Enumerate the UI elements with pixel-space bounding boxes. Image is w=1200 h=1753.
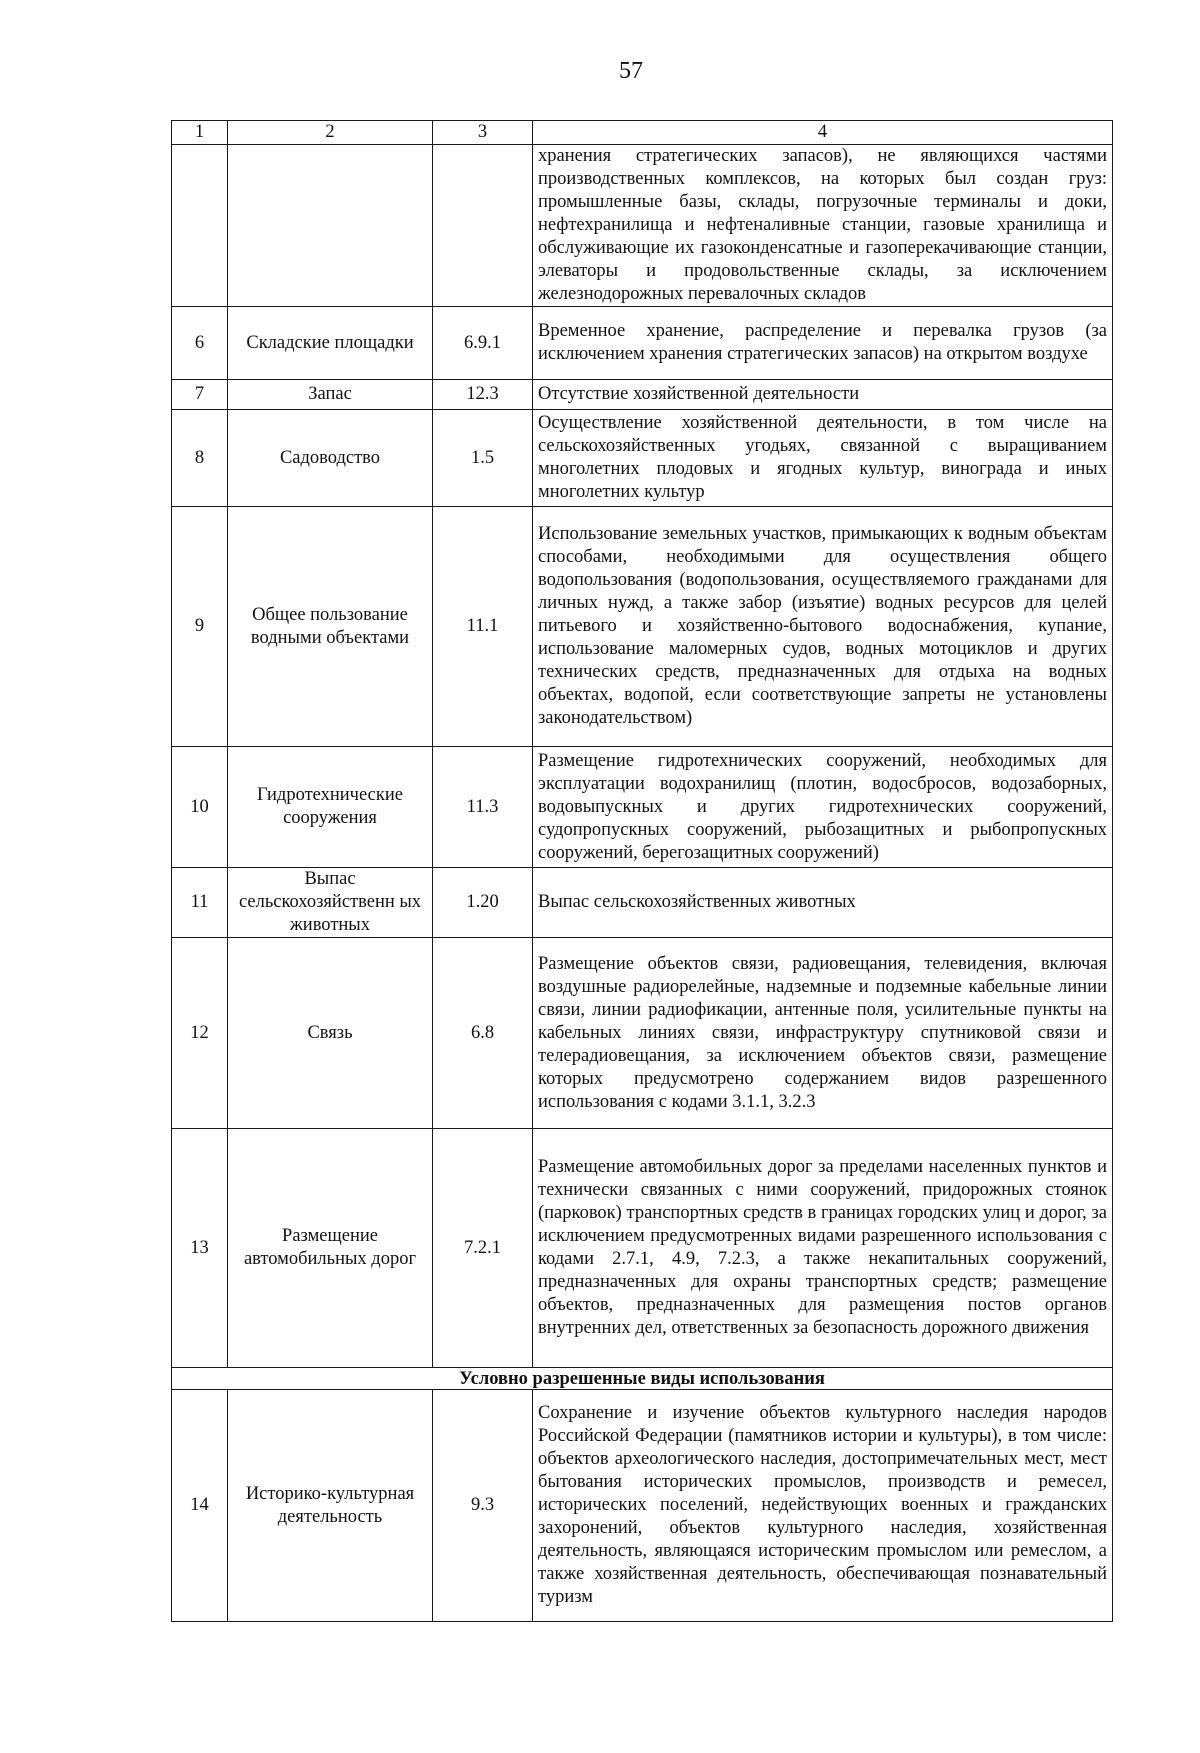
row-number: 13 xyxy=(172,1129,228,1368)
row-number: 11 xyxy=(172,868,228,938)
use-type-description: Осуществление хозяйственной деятельности, в том числе на сельскохозяйственных угодьях, связанной с выращиванием многолетних плодовых и ягодных культур, винограда и иных многолетних культур xyxy=(533,410,1113,507)
row-number: 8 xyxy=(172,410,228,507)
use-type-description: Временное хранение, распределение и перевалка грузов (за исключением хранения стратегических запасов) на открытом воздухе xyxy=(533,307,1113,380)
use-type-description: Сохранение и изучение объектов культурного наследия народов Российской Федерации (памятников истории и культуры), в том числе: объектов археологического наследия, достопримечательных мест, мест бытования исторических промыслов, производств и ремесел, исторических поселений, недействующих военных и гражданских захоронений, объектов культурного наследия, хозяйственная деятельность, являющаяся историческим промыслом или ремеслом, а также хозяйственная деятельность, обеспечивающая познавательный туризм xyxy=(533,1390,1113,1622)
section-title: Условно разрешенные виды использования xyxy=(172,1368,1113,1390)
use-type-name: Размещение автомобильных дорог xyxy=(228,1129,433,1368)
use-type-name: Гидротехнические сооружения xyxy=(228,747,433,868)
use-type-name: Общее пользование водными объектами xyxy=(228,507,433,747)
use-type-description: Выпас сельскохозяйственных животных xyxy=(533,868,1113,938)
table-row xyxy=(172,145,1113,307)
use-type-code: 6.8 xyxy=(433,938,533,1129)
use-type-description: Размещение автомобильных дорог за пределами населенных пунктов и технически связанных с ними сооружений, придорожных стоянок (парковок) транспортных средств в границах городских улиц и дорог, за исключением предусмотренных видами разрешенного использования с кодами 2.7.1, 4.9, 7.2.3, а также некапитальных сооружений, предназначенных для охраны транспортных средств; размещение объектов, предназначенных для размещения постов органов внутренних дел, ответственных за безопасность дорожного движения xyxy=(533,1129,1113,1368)
use-type-description: Размещение объектов связи, радиовещания, телевидения, включая воздушные радиорелейные, надземные и подземные кабельные линии связи, линии радиофикации, антенные поля, усилительные пункты на кабельных линиях связи, инфраструктуру спутниковой связи и телерадиовещания, за исключением объектов связи, размещение которых предусмотрено содержанием видов разрешенного использования с кодами 3.1.1, 3.2.3 xyxy=(533,938,1113,1129)
table-row xyxy=(172,747,1113,868)
row-number: 6 xyxy=(172,307,228,380)
row-number xyxy=(172,145,228,307)
use-type-code xyxy=(433,145,533,307)
page-number: 57 xyxy=(619,58,643,84)
column-header: 1 xyxy=(172,121,228,145)
use-type-name: Складские площадки xyxy=(228,307,433,380)
table-row xyxy=(172,380,1113,410)
use-type-name: Садоводство xyxy=(228,410,433,507)
table-row xyxy=(172,1129,1113,1368)
table-row xyxy=(172,507,1113,747)
table-row xyxy=(172,410,1113,507)
use-type-code: 1.20 xyxy=(433,868,533,938)
use-type-code: 1.5 xyxy=(433,410,533,507)
use-type-description: Отсутствие хозяйственной деятельности xyxy=(533,380,1113,410)
row-number: 12 xyxy=(172,938,228,1129)
table-row xyxy=(172,307,1113,380)
table-row xyxy=(172,938,1113,1129)
use-type-code: 12.3 xyxy=(433,380,533,410)
row-number: 14 xyxy=(172,1390,228,1622)
row-number: 7 xyxy=(172,380,228,410)
use-type-code: 11.1 xyxy=(433,507,533,747)
use-type-name xyxy=(228,145,433,307)
table-header-row xyxy=(172,121,1113,145)
use-type-description: Размещение гидротехнических сооружений, необходимых для эксплуатации водохранилищ (плотин, водосбросов, водозаборных, водовыпускных и других гидротехнических сооружений, судопропускных сооружений, рыбозащитных и рыбопропускных сооружений, берегозащитных сооружений) xyxy=(533,747,1113,868)
column-header: 2 xyxy=(228,121,433,145)
use-type-name: Связь xyxy=(228,938,433,1129)
use-type-code: 7.2.1 xyxy=(433,1129,533,1368)
section-header-row xyxy=(172,1368,1113,1390)
land-use-table xyxy=(171,120,1113,1622)
row-number: 9 xyxy=(172,507,228,747)
table-row xyxy=(172,1390,1113,1622)
table-row xyxy=(172,868,1113,938)
use-type-name: Историко-культурная деятельность xyxy=(228,1390,433,1622)
use-type-description: Использование земельных участков, примыкающих к водным объектам способами, необходимыми для осуществления общего водопользования (водопользования, осуществляемого гражданами для личных нужд, а также забор (изъятие) водных ресурсов для целей питьевого и хозяйственно-бытового водоснабжения, купание, использование маломерных судов, водных мотоциклов и других технических средств, предназначенных для отдыха на водных объектах, водопой, если соответствующие запреты не установлены законодательством) xyxy=(533,507,1113,747)
use-type-code: 9.3 xyxy=(433,1390,533,1622)
use-type-name: Запас xyxy=(228,380,433,410)
use-type-code: 6.9.1 xyxy=(433,307,533,380)
column-header: 4 xyxy=(533,121,1113,145)
row-number: 10 xyxy=(172,747,228,868)
use-type-code: 11.3 xyxy=(433,747,533,868)
use-type-name: Выпас сельскохозяйственн ых животных xyxy=(228,868,433,938)
column-header: 3 xyxy=(433,121,533,145)
use-type-description: хранения стратегических запасов), не являющихся частями производственных комплексов, на которых был создан груз: промышленные базы, склады, погрузочные терминалы и доки, нефтехранилища и нефтеналивные станции, газовые хранилища и обслуживающие их газоконденсатные и газоперекачивающие станции, элеваторы и продовольственные склады, за исключением железнодорожных перевалочных складов xyxy=(533,145,1113,307)
